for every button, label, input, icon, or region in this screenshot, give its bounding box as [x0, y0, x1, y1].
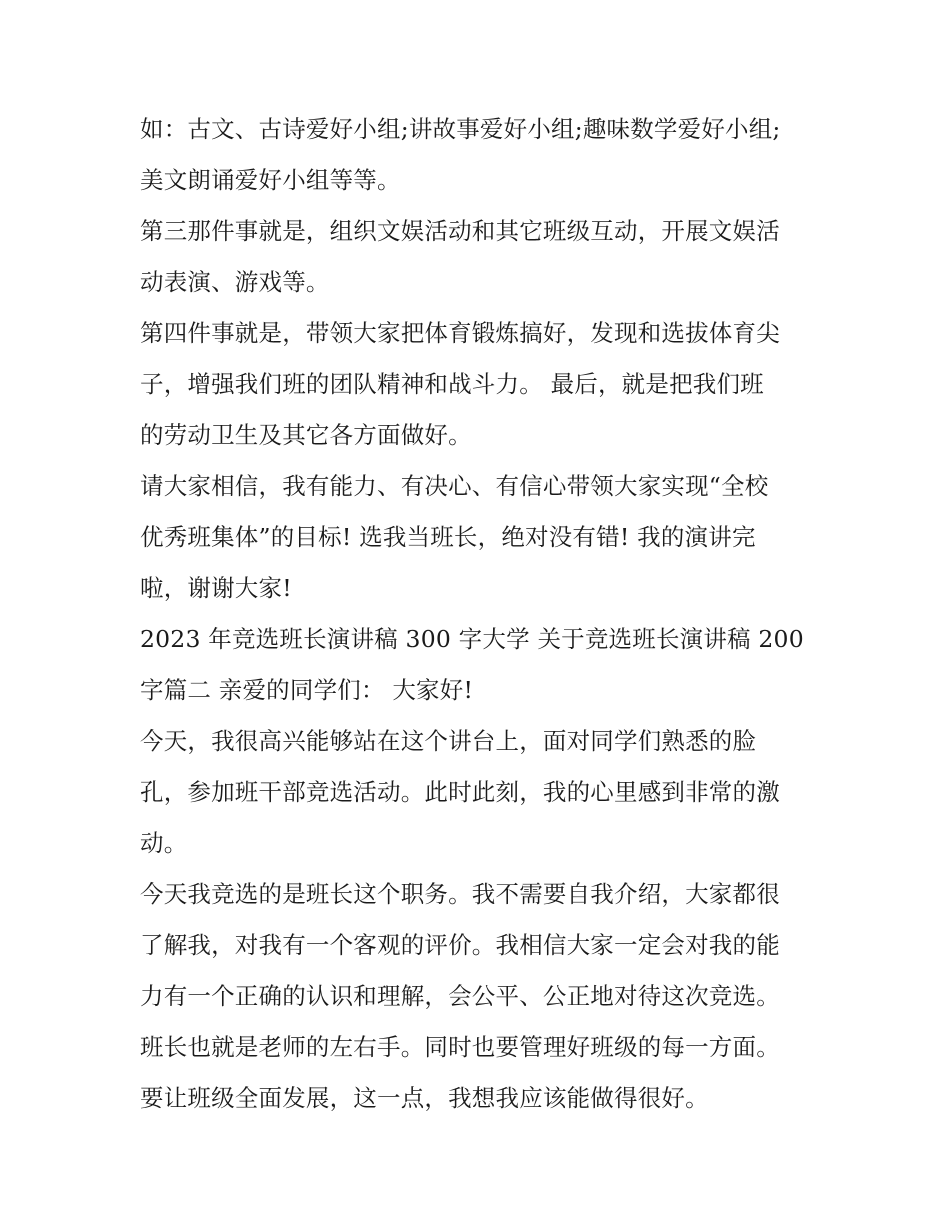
text-line: 今天，我很高兴能够站在这个讲台上，面对同学们熟悉的脸 [140, 727, 757, 755]
text-line: 2023 年竞选班长演讲稿 300 字大学 关于竞选班长演讲稿 200 [140, 625, 804, 653]
text-line: 第四件事就是，带领大家把体育锻炼搞好，发现和选拔体育尖 [140, 319, 780, 347]
text-line: 请大家相信，我有能力、有决心、有信心带领大家实现“全校 [140, 472, 769, 500]
text-line: 的劳动卫生及其它各方面做好。 [140, 421, 472, 449]
text-line: 优秀班集体”的目标! 选我当班长，绝对没有错! 我的演讲完 [140, 523, 756, 551]
text-line: 今天我竞选的是班长这个职务。我不需要自我介绍，大家都很 [140, 880, 780, 908]
text-line: 班长也就是老师的左右手。同时也要管理好班级的每一方面。 [140, 1033, 780, 1061]
text-line: 如：古文、古诗爱好小组;讲故事爱好小组;趣味数学爱好小组; [140, 115, 781, 143]
text-line: 子，增强我们班的团队精神和战斗力。 最后，就是把我们班 [140, 370, 764, 398]
text-line: 动表演、游戏等。 [140, 268, 330, 296]
text-line: 要让班级全面发展，这一点，我想我应该能做得很好。 [140, 1084, 709, 1112]
document-body [140, 104, 820, 1124]
text-line: 了解我，对我有一个客观的评价。我相信大家一定会对我的能 [140, 931, 780, 959]
text-line: 美文朗诵爱好小组等等。 [140, 166, 401, 194]
text-line: 啦，谢谢大家! [140, 574, 292, 602]
text-line: 第三那件事就是，组织文娱活动和其它班级互动，开展文娱活 [140, 217, 780, 245]
text-line: 孔，参加班干部竞选活动。此时此刻，我的心里感到非常的激 [140, 778, 780, 806]
text-line: 动。 [140, 829, 188, 857]
text-line: 字篇二 亲爱的同学们： 大家好! [140, 676, 474, 704]
text-line: 力有一个正确的认识和理解，会公平、公正地对待这次竞选。 [140, 982, 780, 1010]
